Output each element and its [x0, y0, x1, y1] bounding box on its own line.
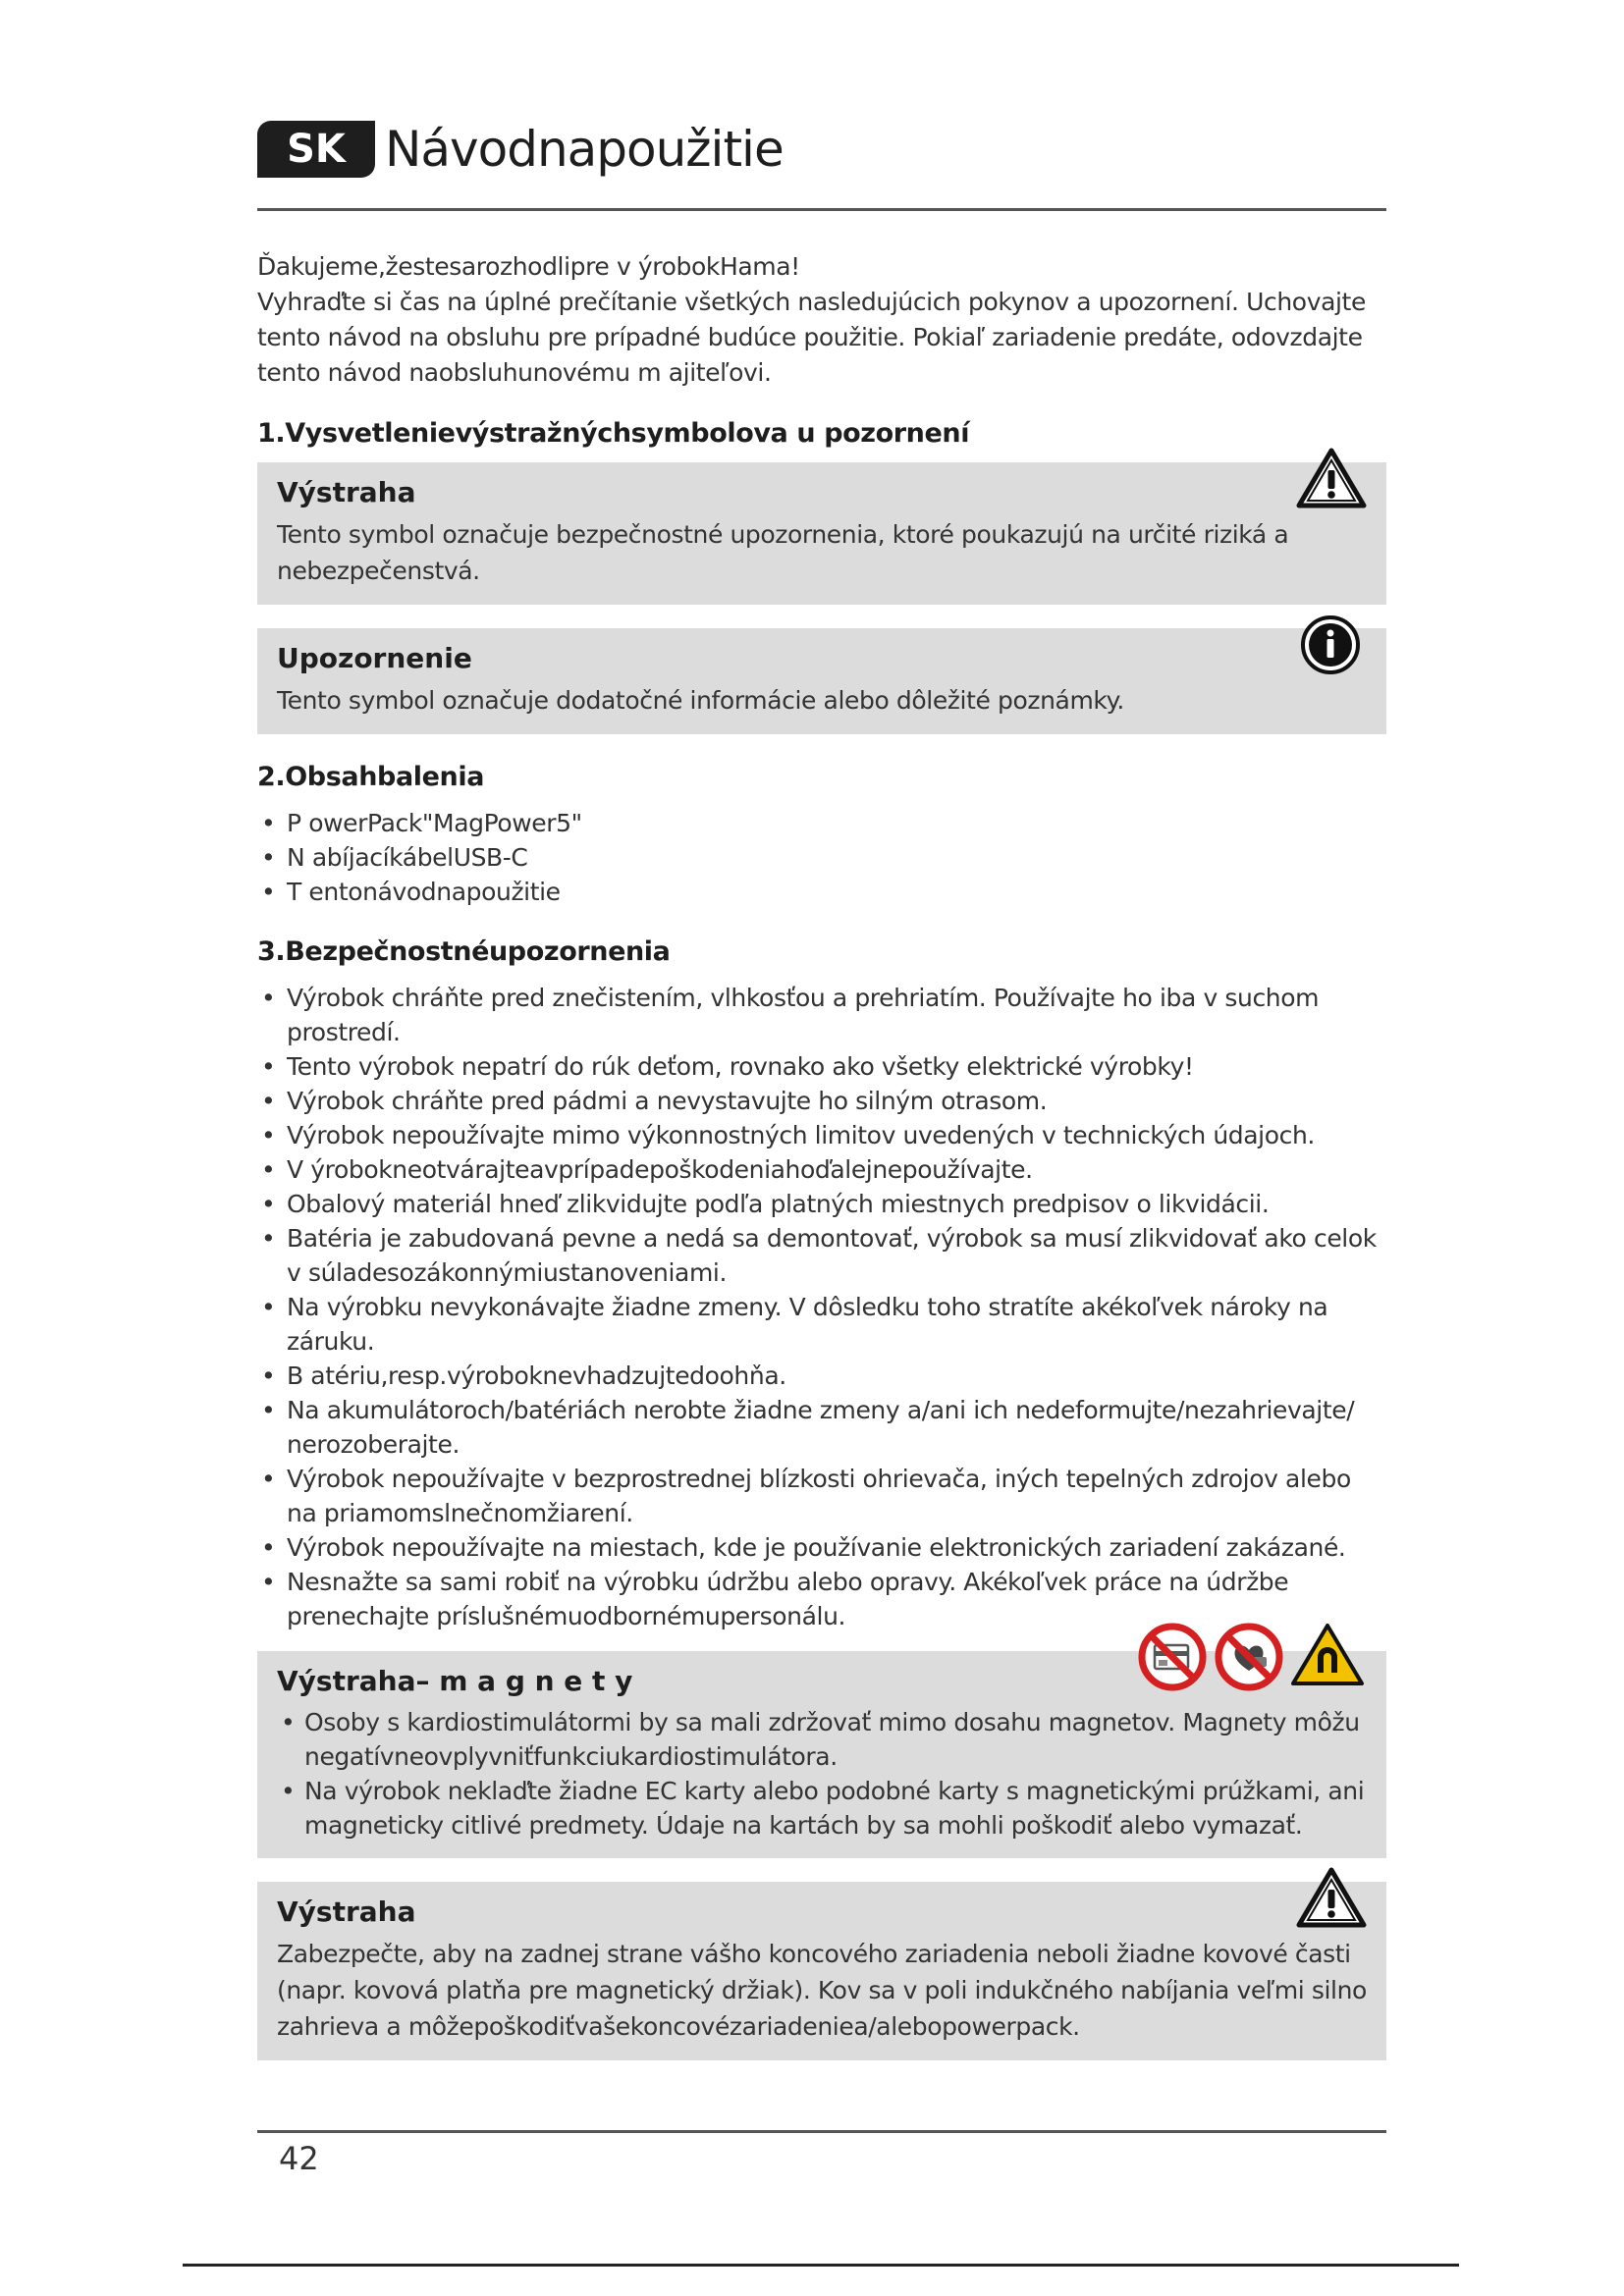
section-3-heading: 3.Bezpečnostnéupozornenia [257, 936, 671, 967]
list-item: • Batéria je zabudovaná pevne a nedá sa demontovať, výrobok sa musí zlikvidovať ako celok v súladesozákonnýmiustanoveniami. [257, 1221, 1386, 1290]
metal-box-text: Zabezpečte, aby na zadnej strane vášho koncového zariadenia neboli žiadne kovové časti (napr. kovová platňa pre magnetický držiak). Kov sa v poli indukčného nabíjania veľmi silno zahrieva a môžepoškodiťvašekoncovézariadeniea/alebopowerpack. [277, 1940, 1367, 2041]
list-item: • Na výrobku nevykonávajte žiadne zmeny. V dôsledku toho stratíte akékoľvek nároky na záruku. [257, 1290, 1386, 1359]
warning-triangle-icon [1296, 447, 1367, 513]
header-divider [257, 208, 1386, 211]
intro-thanks: Ďakujeme,žestesarozhodlipre v ýrobokHama! [257, 252, 800, 281]
section-2-heading: 2.Obsahbalenia [257, 762, 485, 792]
magnet-warning-box [257, 1651, 1386, 1858]
main-content [257, 249, 1386, 2084]
language-badge: SK [257, 121, 375, 178]
list-item: • Výrobok nepoužívajte v bezprostrednej blízkosti ohrievača, iných tepelných zdrojov alebo na priamomslnečnomžiarení. [257, 1462, 1386, 1530]
list-item: • Osoby s kardiostimulátormi by sa mali zdržovať mimo dosahu magnetov. Magnety môžu negatívneovplyvniťfunkciukardiostimulátora. [277, 1705, 1367, 1774]
warning-box-title: Výstraha [277, 476, 416, 508]
metal-warning-box [257, 1882, 1386, 2060]
magnet-icon-group [1137, 1622, 1365, 1696]
list-item: • Tento výrobok nepatrí do rúk deťom, rovnako ako všetky elektrické výrobky! [257, 1049, 1386, 1084]
list-item: • Výrobok chráňte pred znečistením, vlhkosťou a prehriatím. Používajte ho iba v suchom prostredí. [257, 981, 1386, 1049]
list-item: • B atériu,resp.výroboknevhadzujtedoohňa. [257, 1359, 1386, 1393]
list-item: • Výrobok chráňte pred pádmi a nevystavujte ho silným otrasom. [257, 1084, 1386, 1118]
intro-instructions: Vyhraďte si čas na úplné prečítanie všetkých nasledujúcich pokynov a upozornení. Uchovajte tento návod na obsluhu pre prípadné budúce použitie. Pokiaľ zariadenie predáte, odovzdajte tento návod naobsluhunovému m ajiteľovi. [257, 288, 1366, 387]
warning-triangle-icon [1296, 1866, 1367, 1933]
list-item: • V ýrobokneotvárajteavprípadepoškodeniahoďalejnepoužívajte. [257, 1152, 1386, 1187]
page-header [257, 118, 784, 181]
bottom-edge-line [183, 2264, 1459, 2267]
list-item: • Výrobok nepoužívajte mimo výkonnostných limitov uvedených v technických údajoch. [257, 1118, 1386, 1152]
list-item: • Nesnažte sa sami robiť na výrobku údržbu alebo opravy. Akékoľvek práce na údržbe prenechajte príslušnémuodbornémupersonálu. [257, 1565, 1386, 1633]
note-box [257, 628, 1386, 734]
metal-box-title: Výstraha [277, 1896, 416, 1928]
list-item: • Na výrobok neklaďte žiadne EC karty alebo podobné karty s magnetickými prúžkami, ani magneticky citlivé predmety. Údaje na kartách by sa mohli poškodiť alebo vymazať. [277, 1774, 1367, 1842]
note-box-text: Tento symbol označuje dodatočné informácie alebo dôležité poznámky. [277, 686, 1124, 715]
list-item: • Výrobok nepoužívajte na miestach, kde je používanie elektronických zariadení zakázané. [257, 1530, 1386, 1565]
page-number: 42 [279, 2140, 319, 2177]
warning-box [257, 462, 1386, 605]
package-contents-list [257, 806, 1386, 909]
list-item: • T entonávodnapoužitie [257, 875, 1386, 909]
magnet-warning-icon [1290, 1622, 1365, 1696]
no-cards-icon [1137, 1622, 1208, 1696]
info-circle-icon [1300, 614, 1361, 679]
section-1-heading: 1.Vysvetlenievýstražnýchsymbolova u pozornení [257, 418, 970, 449]
footer-divider [257, 2130, 1386, 2133]
list-item: • Obalový materiál hneď zlikvidujte podľa platných miestnych predpisov o likvidácii. [257, 1187, 1386, 1221]
note-box-title: Upozornenie [277, 642, 472, 674]
list-item: • Na akumulátoroch/batériách nerobte žiadne zmeny a/ani ich nedeformujte/nezahrievajte/ nerozoberajte. [257, 1393, 1386, 1462]
list-item: • P owerPack"MagPower5" [257, 806, 1386, 840]
magnet-box-title: Výstraha– m a g n e t y [277, 1665, 633, 1697]
safety-notes-list [257, 981, 1386, 1633]
magnet-warning-list [277, 1705, 1367, 1842]
warning-box-text: Tento symbol označuje bezpečnostné upozornenia, ktoré poukazujú na určité riziká a nebezpečenstvá. [277, 520, 1289, 585]
list-item: • N abíjacíkábelUSB-C [257, 840, 1386, 875]
page-title: Návodnapoužitie [385, 121, 784, 178]
no-pacemaker-icon [1214, 1622, 1284, 1696]
